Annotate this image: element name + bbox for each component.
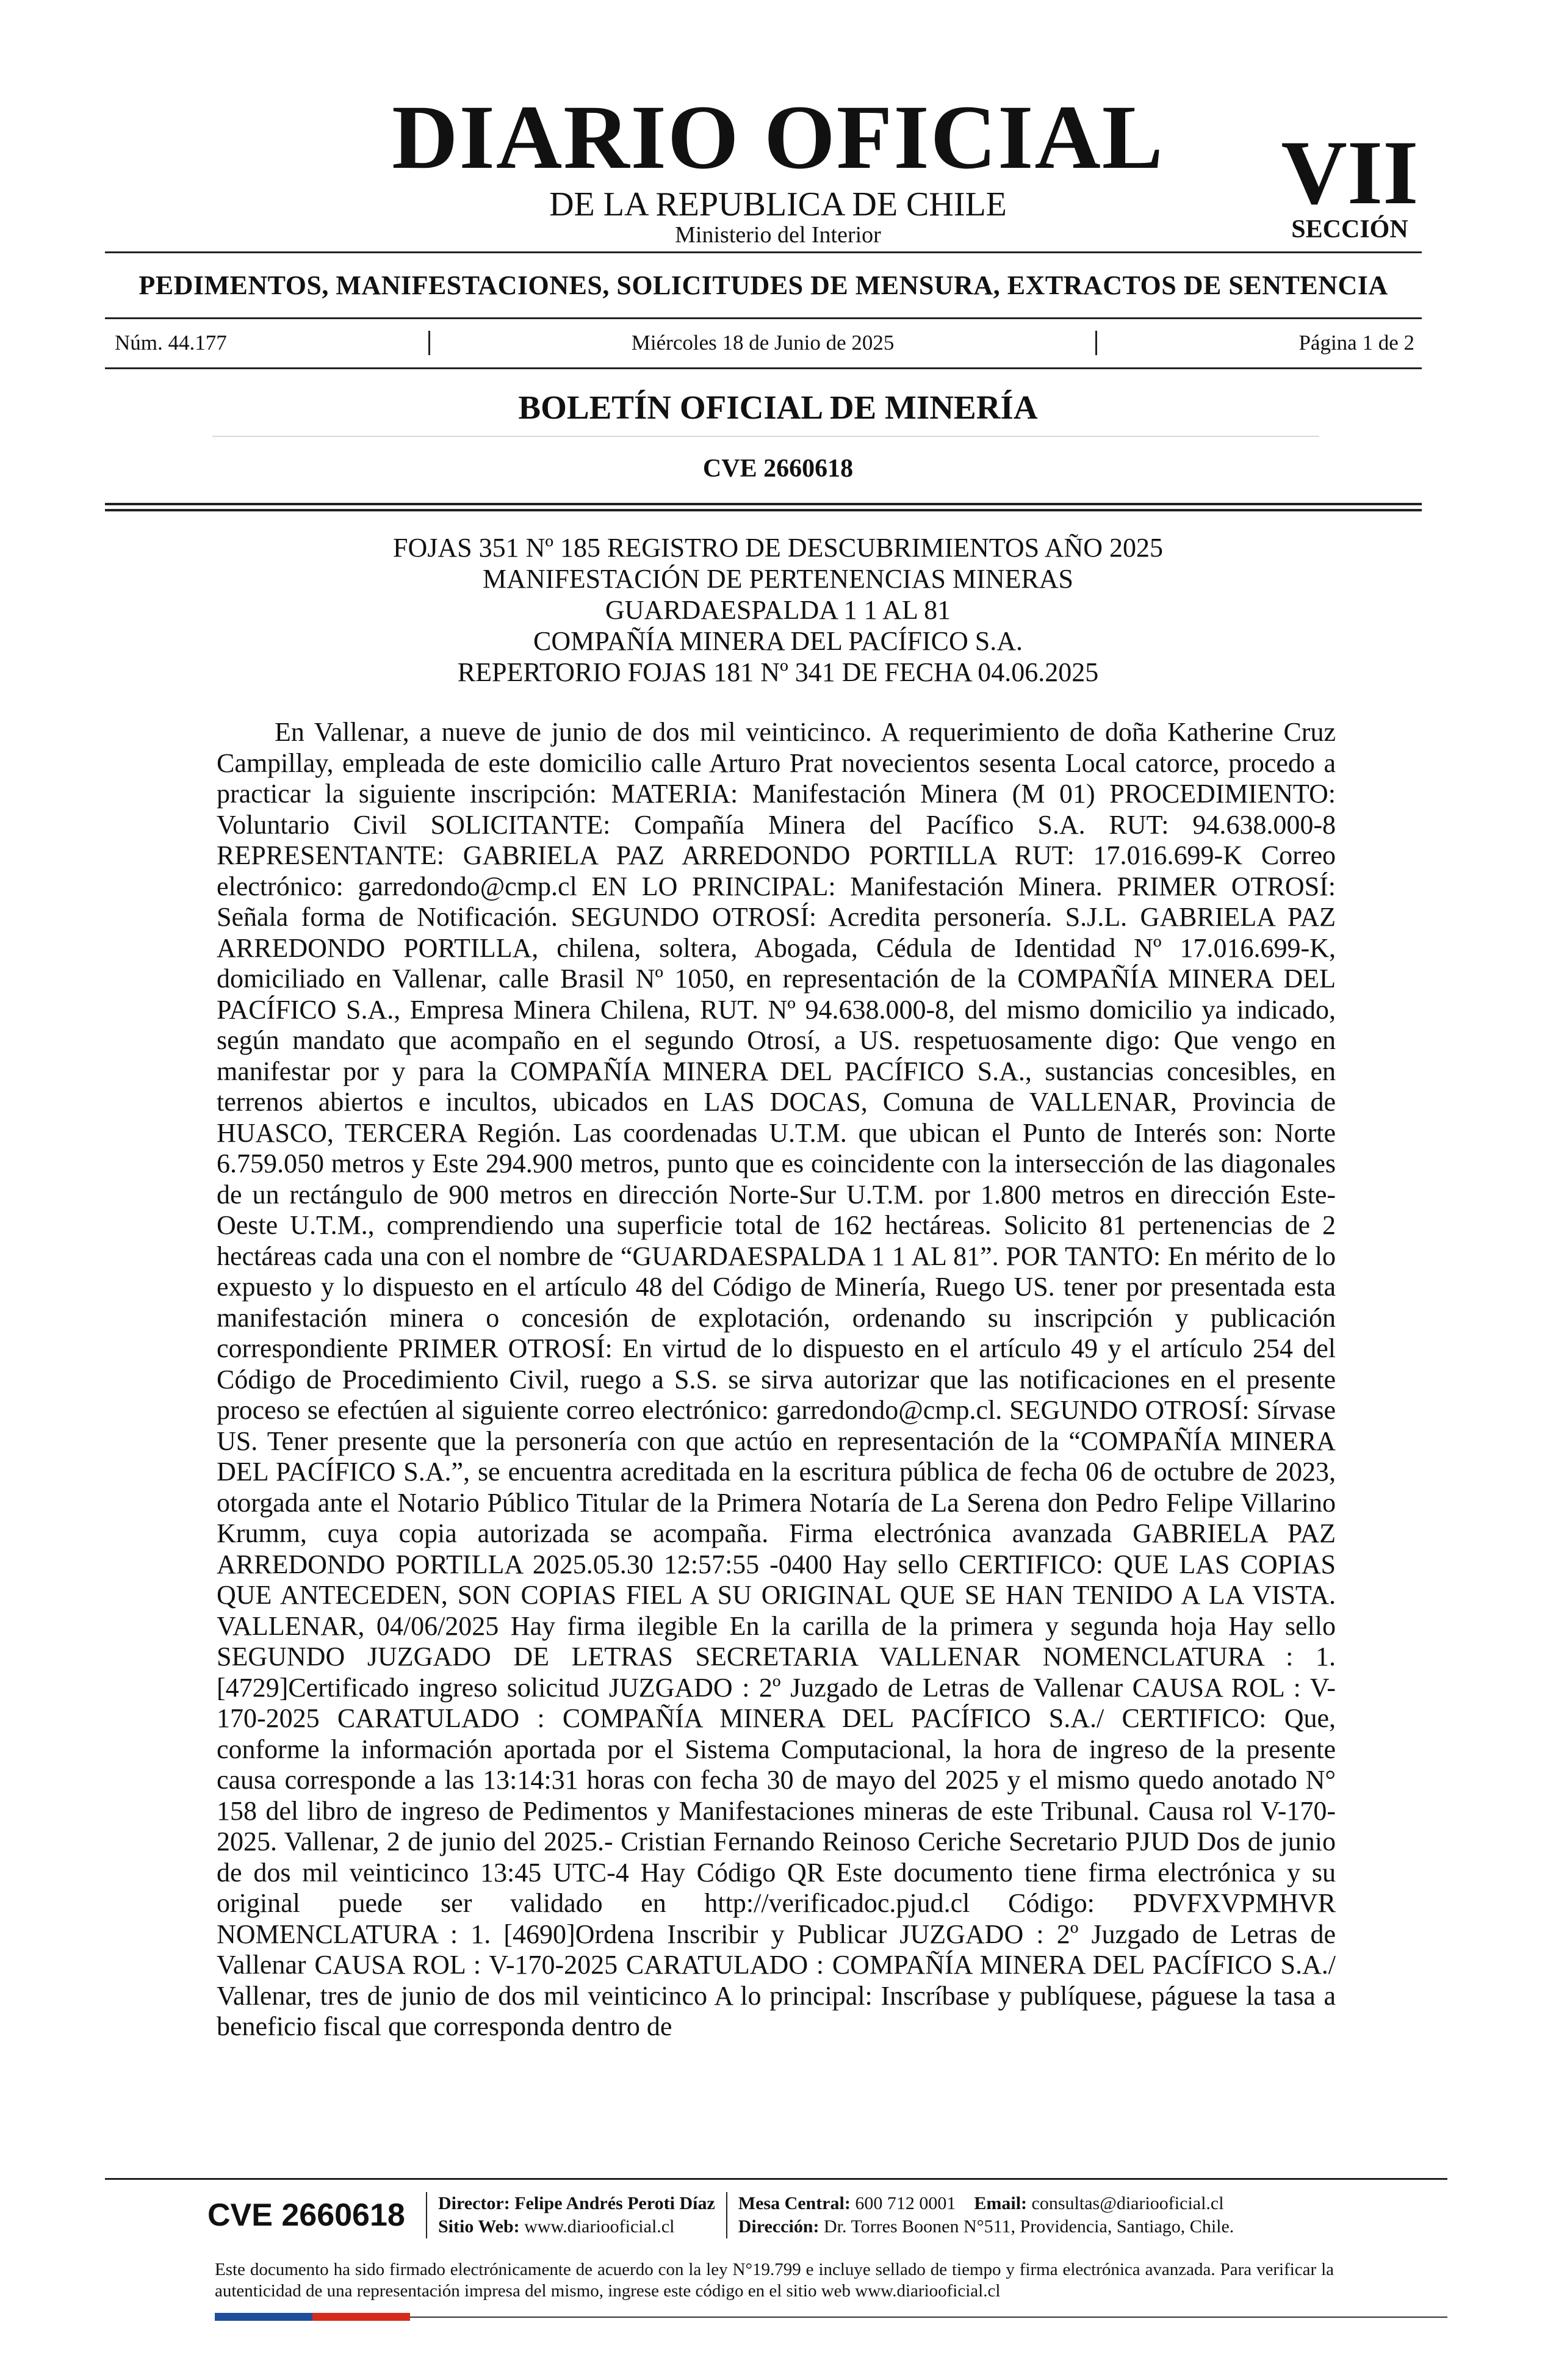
body-paragraph: En Vallenar, a nueve de junio de dos mil veinticinco. A requerimiento de doña Katherine Cruz Campillay, empleada de este domicilio calle Arturo Prat novecientos sesenta Local catorce, procedo a practicar la siguiente inscripción: MATERIA: Manifestación Minera (M 01) PROCEDIMIENTO: Voluntario Civil SOLICITANTE: Compañía Minera del Pacífico S.A. RUT: 94.638.000-8 REPRESENTANTE: GABRIELA PAZ ARREDONDO PORTILLA RUT: 17.016.699-K Correo electrónico: garredondo@cmp.cl EN LO PRINCIPAL: Manifestación Minera. PRIMER OTROSÍ: Señala forma de Notificación. SEGUNDO OTROSÍ: Acredita personería. S.J.L. GABRIELA PAZ ARREDONDO PORTILLA, chilena, soltera, Abogada, Cédula de Identidad Nº 17.016.699-K, domiciliado en Vallenar, calle Brasil Nº 1050, en representación de la COMPAÑÍA MINERA DEL PACÍFICO S.A., Empresa Minera Chilena, RUT. Nº 94.638.000-8, del mismo domicilio ya indicado, según mandato que acompaño en el segundo Otrosí, a US. respetuosamente digo: Que vengo en manifestar por y para la COMPAÑÍA MINERA DEL PACÍFICO S.A., sustancias concesibles, en terrenos abiertos e incultos, ubicados en LAS DOCAS, Comuna de VALLENAR, Provincia de HUASCO, TERCERA Región. Las coordenadas U.T.M. que ubican el Punto de Interés son: Norte 6.759.050 metros y Este 294.900 metros, punto que es coincidente con la intersección de las diagonales de un rectángulo de 900 metros en dirección Norte-Sur U.T.M. por 1.800 metros en dirección Este-Oeste U.T.M., comprendiendo una superficie total de 162 hectáreas. Solicito 81 pertenencias de 2 hectáreas cada una con el nombre de “GUARDAESPALDA 1 1 AL 81”. POR TANTO: En mérito de lo expuesto y lo dispuesto en el artículo 48 del Código de Minería, Ruego US. tener por presentada esta manifestación minera o concesión de explotación, ordenando su inscripción y publicación correspondiente PRIMER OTROSÍ: En virtud de lo dispuesto en el artículo 49 y el artículo 254 del Código de Procedimiento Civil, ruego a S.S. se sirva autorizar que las notificaciones en el presente proceso se efectúen al siguiente correo electrónico: garredondo@cmp.cl. SEGUNDO OTROSÍ: Sírvase US. Tener presente que la personería con que actúo en representación de la “COMPAÑÍA MINERA DEL PACÍFICO S.A.”, se encuentra acreditada en la escritura pública de fecha 06 de octubre de 2023, otorgada ante el Notario Público Titular de la Primera Notaría de La Serena don Pedro Felipe Villarino Krumm, cuya copia autorizada se acompaña. Firma electrónica avanzada GABRIELA PAZ ARREDONDO PORTILLA 2025.05.30 12:57:55 -0400 Hay sello CERTIFICO: QUE LAS COPIAS QUE ANTECEDEN, SON COPIAS FIEL A SU ORIGINAL QUE SE HAN TENIDO A LA VISTA. VALLENAR, 04/06/2025 Hay firma ilegible En la carilla de la primera y segunda hoja Hay sello SEGUNDO JUZGADO DE LETRAS SECRETARIA VALLENAR NOMENCLATURA : 1. [4729]Certificado ingreso solicitud JUZGADO : 2º Juzgado de Letras de Vallenar CAUSA ROL : V-170-2025 CARATULADO : COMPAÑÍA MINERA DEL PACÍFICO S.A./ CERTIFICO: Que, conforme la información aportada por el Sistema Computacional, la hora de ingreso de la presente causa corresponde a las 13:14:31 horas con fecha 30 de mayo del 2025 y el mismo quedo anotado N° 158 del libro de ingreso de Pedimentos y Manifestaciones mineras de este Tribunal. Causa rol V-170-2025. Vallenar, 2 de junio del 2025.- Cristian Fernando Reinoso Ceriche Secretario PJUD Dos de junio de dos mil veinticinco 13:45 UTC-4 Hay Código QR Este documento tiene firma electrónica y su original puede ser validado en http://verificadoc.pjud.cl Código: PDVFXVPMHVR NOMENCLATURA : 1. [4690]Ordena Inscribir y Publicar JUZGADO : 2º Juzgado de Letras de Vallenar CAUSA ROL : V-170-2025 CARATULADO : COMPAÑÍA MINERA DEL PACÍFICO S.A./ Vallenar, tres de junio de dos mil veinticinco A lo principal: Inscríbase y publíquese, páguese la tasa a beneficio fiscal que corresponda dentro de bbox=[217, 717, 1336, 2041]
footer-rule bbox=[105, 2178, 1447, 2180]
issue-number: Núm. 44.177 bbox=[115, 331, 227, 355]
newspaper-title: DIARIO OFICIAL bbox=[392, 87, 1164, 188]
address-label: Dirección: bbox=[738, 2216, 819, 2237]
footer-director-block bbox=[438, 2192, 715, 2238]
flag-red-segment bbox=[312, 2313, 410, 2321]
category-line: PEDIMENTOS, MANIFESTACIONES, SOLICITUDES DE MENSURA, EXTRACTOS DE SENTENCIA bbox=[139, 270, 1388, 300]
document-heading bbox=[0, 532, 1556, 688]
section-label: SECCIÓN bbox=[1291, 215, 1408, 243]
footer-divider bbox=[426, 2192, 427, 2238]
footer-divider bbox=[726, 2192, 727, 2238]
cve-code: CVE 2660618 bbox=[702, 455, 854, 483]
flag-blue-segment bbox=[215, 2313, 312, 2321]
bulletin-title: BOLETÍN OFICIAL DE MINERÍA bbox=[518, 389, 1038, 426]
ministry-line: Ministerio del Interior bbox=[675, 222, 881, 248]
website-label: Sitio Web: bbox=[438, 2216, 520, 2237]
section-indicator bbox=[1277, 122, 1423, 243]
footer-contact-block bbox=[738, 2192, 1234, 2238]
heading-line: FOJAS 351 Nº 185 REGISTRO DE DESCUBRIMIENTOS AÑO 2025 bbox=[392, 533, 1164, 563]
footer-verification-note: Este documento ha sido firmado electrónicamente de acuerdo con la ley N°19.799 e incluye sellado de tiempo y firma electrónica avanzada. Para verificar la autenticidad de una representación impresa del mismo, ingrese este código en el sitio web www.diariooficial.cl bbox=[215, 2260, 1334, 2301]
website-link[interactable]: www.diariooficial.cl bbox=[524, 2216, 675, 2237]
heading-line: REPERTORIO FOJAS 181 Nº 341 DE FECHA 04.06.2025 bbox=[457, 657, 1099, 687]
chile-flag-stripe bbox=[215, 2313, 410, 2321]
director-name: Felipe Andrés Peroti Díaz bbox=[514, 2193, 715, 2213]
heading-line: MANIFESTACIÓN DE PERTENENCIAS MINERAS bbox=[483, 564, 1073, 594]
email-label: Email: bbox=[974, 2193, 1028, 2213]
director-label: Director: bbox=[438, 2193, 510, 2213]
phone-value: 600 712 0001 bbox=[855, 2193, 956, 2213]
phone-label: Mesa Central: bbox=[738, 2193, 851, 2213]
issue-date: Miércoles 18 de Junio de 2025 bbox=[631, 331, 895, 355]
heading-line: GUARDAESPALDA 1 1 AL 81 bbox=[605, 595, 951, 625]
category-rule bbox=[105, 317, 1422, 319]
issue-rule bbox=[105, 367, 1422, 369]
heading-line: COMPAÑÍA MINERA DEL PACÍFICO S.A. bbox=[533, 626, 1023, 656]
email-link[interactable]: consultas@diariooficial.cl bbox=[1031, 2193, 1224, 2213]
issue-line bbox=[115, 331, 1414, 355]
bulletin-divider bbox=[212, 436, 1319, 437]
issue-separator bbox=[428, 331, 430, 355]
newspaper-subtitle: DE LA REPUBLICA DE CHILE bbox=[549, 186, 1007, 223]
header-double-rule-bottom bbox=[105, 509, 1422, 511]
page-indicator: Página 1 de 2 bbox=[1298, 331, 1414, 355]
address-value: Dr. Torres Boonen N°511, Providencia, Santiago, Chile. bbox=[824, 2216, 1234, 2237]
section-number: VII bbox=[1281, 122, 1419, 223]
header-double-rule-top bbox=[105, 503, 1422, 505]
issue-separator bbox=[1095, 331, 1097, 355]
footer bbox=[207, 2192, 1234, 2238]
footer-cve-code: CVE 2660618 bbox=[207, 2198, 405, 2233]
masthead-rule bbox=[105, 251, 1422, 253]
